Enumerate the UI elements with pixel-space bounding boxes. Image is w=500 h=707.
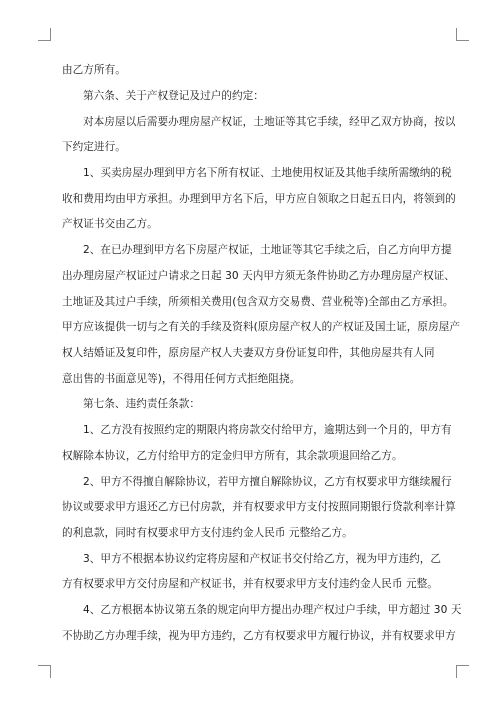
crop-mark-top-right [456,28,469,41]
paragraph-line: 方有权要求甲方交付房屋和产权证书，并有权要求甲方支付违约金人民币 元整。 [62,578,438,590]
paragraph-line: 的利息款，同时有权要求甲方支付违约金人民币 元整给乙方。 [62,527,353,539]
paragraph-line: 出办理房屋产权证过户请求之日起 30 天内甲方须无条件协助乙方办理房屋产权证、 [62,270,455,282]
paragraph-line: 权解除本协议，乙方付给甲方的定金归甲方所有，其余款项退回给乙方。 [62,450,403,462]
crop-mark-top-left [38,28,51,41]
paragraph-line: 意出售的书面意见等)，不得用任何方式拒绝阻挠。 [62,373,301,385]
paragraph-line: 权人结婚证及复印件，原房屋产权人夫妻双方身份证复印件，其他房屋共有人同 [62,347,435,359]
crop-mark-bottom-right [456,665,469,678]
paragraph-line: 4、乙方根据本协议第五条的规定向甲方提出办理产权过户手续，甲方超过 30 天 [83,604,462,616]
paragraph-line: 收和费用均由甲方承担。办理到甲方名下后，甲方应自领取之日起五日内，将领到的 [62,193,456,205]
paragraph-line: 2、在已办理到甲方名下房屋产权证，土地证等其它手续之后，自乙方向甲方提 [83,244,452,256]
paragraph-line: 协议或要求甲方退还乙方已付房款，并有权要求甲方支付按照同期银行贷款利率计算 [62,501,456,513]
paragraph-line: 土地证及其过户手续，所须相关费用(包含双方交易费、营业税等)全部由乙方承担。 [62,296,454,308]
paragraph-line: 2、甲方不得擅自解除协议，若甲方擅自解除协议，乙方有权要求甲方继续履行 [83,476,452,488]
paragraph-line: 不协助乙方办理手续，视为甲方违约，乙方有权要求甲方履行协议，并有权要求甲方 [62,630,456,642]
paragraph-line: 产权证书交由乙方。 [62,218,158,230]
paragraph-line: 1、乙方没有按照约定的期限内将房款交付给甲方，逾期达到一个月的，甲方有 [83,424,452,436]
section-heading-article-6: 第六条、关于产权登记及过户的约定： [83,90,264,102]
paragraph-line: 甲方应该提供一切与之有关的手续及资料(原房屋产权人的产权证及国土证，原房屋产 [62,321,460,333]
paragraph-line: 3、甲方不根据本协议约定将房屋和产权证书交付给乙方，视为甲方违约，乙 [83,553,442,565]
paragraph-line: 由乙方所有。 [62,64,126,76]
paragraph-line: 1、买卖房屋办理到甲方名下所有权证、土地使用权证及其他手续所需缴纳的税 [83,167,452,179]
paragraph-line: 对本房屋以后需要办理房屋产权证，土地证等其它手续，经甲乙双方协商，按以 [83,116,456,128]
paragraph-line: 下约定进行。 [62,141,126,153]
section-heading-article-7: 第七条、违约责任条款： [83,398,201,410]
crop-mark-bottom-left [38,665,51,678]
